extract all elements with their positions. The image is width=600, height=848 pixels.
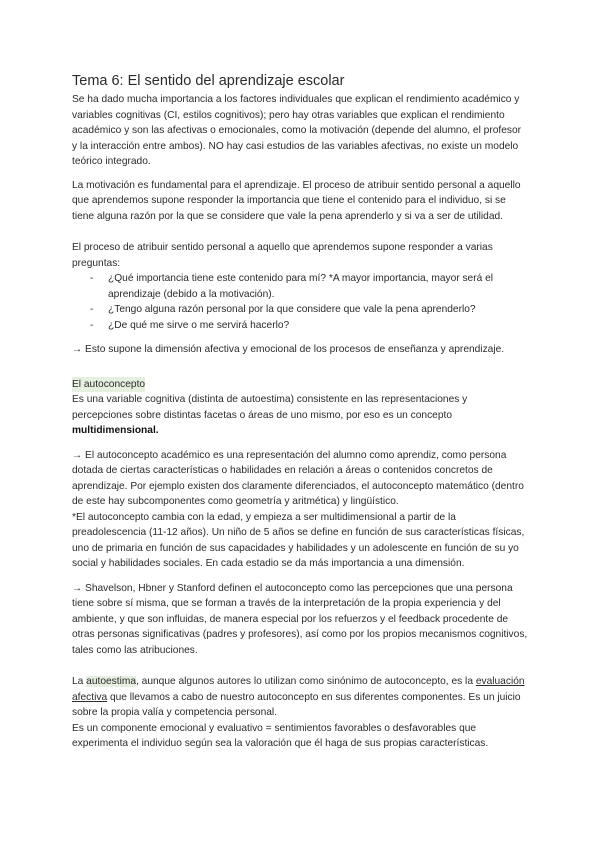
list-item: - ¿De qué me sirve o me servirá hacerlo? (90, 318, 528, 334)
page-title: Tema 6: El sentido del aprendizaje escolar (72, 73, 345, 89)
multidimensional-term: multidimensional. (72, 425, 159, 436)
shavelson-definition-paragraph: → Shavelson, Hbner y Stanford definen el autoconcepto como las percepciones que una persona tiene sobre sí misma, que se forman a través de la interpretación de la propia experiencia y del ambiente, y que son influidas, de manera especial por los refuerzos y el feedback procedente de otras personas significativas (padres y profesores), así como por los propios mecanismos cognitivos, tales como las atribuciones. (72, 582, 528, 656)
academic-autoconcepto-paragraph: → El autoconcepto académico es una representación del alumno como aprendiz, como persona dotada de ciertas características o habilidades en relación a áreas o contenidos concretos de aprendizaje. Por ejemplo existen dos claramente diferenciados, el autoconcepto matemático (dentro de este hay subcomponentes como geometría y aritmética) y lingüístico. (72, 449, 524, 507)
affective-dimension-paragraph: → Esto supone la dimensión afectiva y emocional de los procesos de enseñanza y aprendizaje. (72, 344, 505, 355)
bullet-marker: - (90, 304, 94, 315)
autoconcepto-definition: Es una variable cognitiva (distinta de autoestima) consistente en las representaciones y percepciones sobre distintas facetas o áreas de uno mismo, por eso es un concepto multidimensional. (72, 394, 468, 436)
age-change-note: *El autoconcepto cambia con la edad, y empieza a ser multidimensional a partir de la preadolescencia (11-12 años). Un niño de 5 años se define en función de sus características físicas, uno de primaria en función de sus capacidades y habilidades y un adolescente en función de su yo social y habilidades sociales. En cada estadio se da más importancia a una dimensión. (72, 511, 525, 569)
list-item: - ¿Qué importancia tiene este contenido para mí? *A mayor importancia, mayor será el aprendizaje (debido a la motivación). (90, 273, 494, 300)
questions-list (72, 271, 528, 333)
motivation-paragraph: La motivación es fundamental para el aprendizaje. El proceso de atribuir sentido personal a aquello que aprendemos supone responder la importancia que tiene el contenido para el individuo, si se tiene alguna razón por la que se considere que vale la pena aprenderlo y si va a ser de utilidad. (72, 179, 521, 222)
evaluacion-afectiva-term: evaluación afectiva (72, 676, 525, 703)
section-heading-autoconcepto: El autoconcepto (72, 377, 145, 393)
emotional-component-paragraph: Es un componente emocional y evaluativo = sentimientos favorables o desfavorables que experimenta el individuo según sea la valoración que él haga de sus propias características. (72, 722, 489, 749)
intro-paragraph: Se ha dado mucha importancia a los factores individuales que explican el rendimiento académico y variables cognitivas (CI, estilos cognitivos); pero hay otras variables que explican el rendimiento académico y son las afectivas o emocionales, como la motivación (depende del alumno, el profesor y la interacción entre ambos). NO hay casi estudios de las variables afectivas, no existe un modelo teórico integrado. (72, 94, 522, 167)
document-page (72, 71, 528, 752)
questions-intro-paragraph: El proceso de atribuir sentido personal a aquello que aprendemos supone responder a varias preguntas: (72, 242, 493, 269)
autoestima-term: autoestima (86, 676, 137, 687)
bullet-marker: - (90, 273, 94, 284)
list-item: - ¿Tengo alguna razón personal por la que considere que vale la pena aprenderlo? (90, 302, 528, 318)
autoestima-paragraph: La autoestima, aunque algunos autores lo utilizan como sinónimo de autoconcepto, es la evaluación afectiva que llevamos a cabo de nuestro autoconcepto en sus diferentes componentes. Es un juicio sobre la propia valía y competencia personal. (72, 676, 525, 718)
bullet-marker: - (90, 319, 94, 331)
